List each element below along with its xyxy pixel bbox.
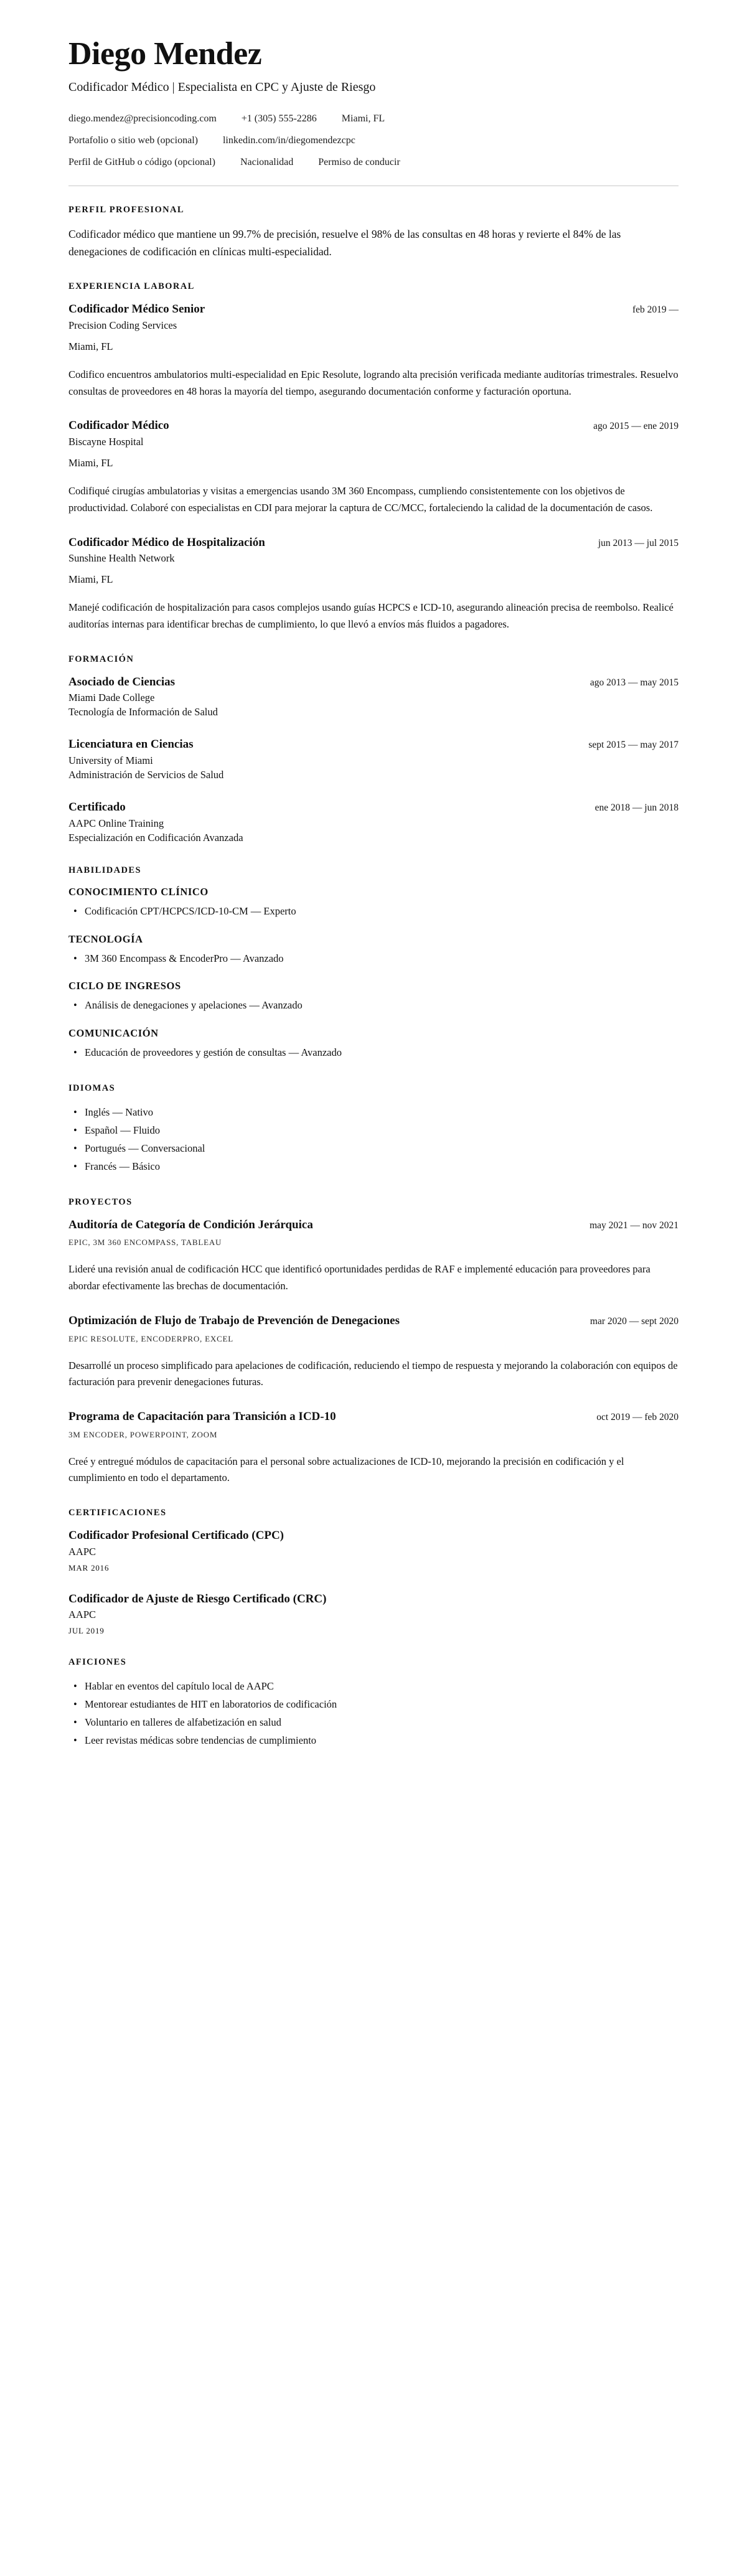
education-dates: ago 2013 — may 2015 (590, 677, 679, 688)
section-experience (68, 281, 679, 632)
section-title-certifications: CERTIFICACIONES (68, 1508, 167, 1518)
certification-issuer: AAPC (68, 1609, 96, 1621)
project-entry (68, 1409, 679, 1487)
hobby-item: • Leer revistas médicas sobre tendencias de cumplimiento (85, 1732, 679, 1750)
project-dates: may 2021 — nov 2021 (590, 1220, 679, 1231)
education-dates: ene 2018 — jun 2018 (594, 802, 679, 814)
section-languages (68, 1083, 679, 1176)
nationality-placeholder-text: Nacionalidad (240, 156, 294, 167)
section-certifications (68, 1508, 679, 1636)
project-entry-head (68, 1314, 679, 1329)
skill-list (68, 950, 679, 968)
experience-organization: Sunshine Health Network (68, 552, 175, 565)
experience-location: Miami, FL (68, 340, 113, 352)
page-title: Diego Mendez (68, 36, 262, 72)
certification-entry (68, 1592, 679, 1637)
resume-header (68, 37, 679, 168)
skill-group (68, 886, 679, 921)
experience-description: Codifiqué cirugías ambulatorias y visitas a emergencias usando 3M 360 Encompass, cumpliendo consistentemente con los objetivos de productividad. Colaboré con especialistas en CDI para mejorar la captura de CC/MCC, fortaleciendo la calidad de la documentación de casos. (68, 485, 653, 514)
summary-text: Codificador médico que mantiene un 99.7% de precisión, resuelve el 98% de las consultas en 48 horas y revierte el 84% de las denegaciones de codificación en clínicas multi-especialidad. (68, 227, 621, 258)
language-list (68, 1104, 679, 1176)
experience-organization: Biscayne Hospital (68, 436, 144, 448)
skill-item: • Análisis de denegaciones y apelaciones — Avanzado (85, 997, 679, 1015)
experience-description: Manejé codificación de hospitalización para casos complejos usando guías HCPCS e ICD-10, asegurando alineación precisa de reembolso. Realicé auditorías internas para identificar brechas de cumplimiento, lo que llevó a envíos más fluidos a pagadores. (68, 601, 674, 630)
education-entry-head (68, 737, 679, 753)
education-entry (68, 737, 679, 781)
education-field: Especialización en Codificación Avanzada (68, 831, 243, 844)
hobby-item: • Hablar en eventos del capítulo local de AAPC (85, 1678, 679, 1696)
section-title-summary: PERFIL PROFESIONAL (68, 204, 184, 215)
skill-category: COMUNICACIÓN (68, 1027, 159, 1040)
skill-item: • Codificación CPT/HCPCS/ICD-10-CM — Experto (85, 903, 679, 921)
contact-row-2 (68, 135, 679, 146)
education-entry (68, 800, 679, 844)
professional-headline: Codificador Médico | Especialista en CPC y Ajuste de Riesgo (68, 80, 376, 94)
project-description: Desarrollé un proceso simplificado para apelaciones de codificación, reduciendo el tiempo de respuesta y mejorando la colaboración con equipos de facturación para prevenir denegaciones futuras. (68, 1359, 678, 1388)
certification-date: JUL 2019 (68, 1626, 105, 1636)
experience-entry-head (68, 535, 679, 551)
experience-entry (68, 418, 679, 516)
experience-organization: Precision Coding Services (68, 319, 177, 331)
skill-list (68, 1044, 679, 1062)
project-name: Programa de Capacitación para Transición a ICD-10 (68, 1409, 336, 1423)
experience-role: Codificador Médico (68, 419, 169, 433)
experience-role: Codificador Médico Senior (68, 303, 205, 316)
experience-location: Miami, FL (68, 457, 113, 469)
experience-dates: jun 2013 — jul 2015 (598, 537, 679, 548)
education-entry-head (68, 675, 679, 690)
education-field: Tecnología de Información de Salud (68, 706, 218, 718)
github-placeholder-text: Perfil de GitHub o código (opcional) (68, 156, 215, 167)
education-dates: sept 2015 — may 2017 (588, 740, 679, 751)
skill-category: CONOCIMIENTO CLÍNICO (68, 885, 209, 898)
skill-list (68, 997, 679, 1015)
project-entry-head (68, 1409, 679, 1425)
education-degree: Licenciatura en Ciencias (68, 738, 194, 751)
certification-date: MAR 2016 (68, 1563, 110, 1572)
project-tools: EPIC, 3M 360 ENCOMPASS, TABLEAU (68, 1238, 222, 1248)
project-tools: 3M ENCODER, POWERPOINT, ZOOM (68, 1429, 218, 1439)
language-item: • Español — Fluido (85, 1122, 679, 1140)
skill-list (68, 903, 679, 921)
education-school: University of Miami (68, 754, 153, 767)
language-item: • Francés — Básico (85, 1158, 679, 1176)
experience-entry-head (68, 302, 679, 317)
experience-entry (68, 535, 679, 633)
email-text: diego.mendez@precisioncoding.com (68, 113, 217, 124)
section-projects (68, 1197, 679, 1487)
education-degree: Certificado (68, 801, 126, 814)
language-item: • Portugués — Conversacional (85, 1140, 679, 1158)
language-item: • Inglés — Nativo (85, 1104, 679, 1122)
skill-item: • 3M 360 Encompass & EncoderPro — Avanzado (85, 950, 679, 968)
phone-text: +1 (305) 555-2286 (241, 113, 317, 124)
skill-item: • Educación de proveedores y gestión de consultas — Avanzado (85, 1044, 679, 1062)
education-entry (68, 675, 679, 719)
education-school: Miami Dade College (68, 692, 155, 704)
education-school: AAPC Online Training (68, 817, 164, 829)
project-dates: mar 2020 — sept 2020 (590, 1315, 679, 1327)
portfolio-placeholder-text: Portafolio o sitio web (opcional) (68, 134, 198, 146)
section-title-experience: EXPERIENCIA LABORAL (68, 281, 195, 292)
certification-issuer: AAPC (68, 1545, 96, 1558)
project-entry (68, 1218, 679, 1295)
skill-category: CICLO DE INGRESOS (68, 980, 181, 992)
skill-group (68, 933, 679, 968)
skill-category: TECNOLOGÍA (68, 933, 143, 945)
project-description: Lideré una revisión anual de codificación HCC que identificó oportunidades perdidas de RAF e implementé educación para proveedores para abordar efectivamente las brechas de documentación. (68, 1263, 651, 1292)
certification-entry (68, 1528, 679, 1573)
skill-group (68, 1027, 679, 1062)
section-title-hobbies: AFICIONES (68, 1657, 127, 1668)
section-skills (68, 865, 679, 1063)
experience-description: Codifico encuentros ambulatorios multi-especialidad en Epic Resolute, logrando alta precisión verificada mediante auditorías trimestrales. Resuelvo consultas de proveedores en 48 horas la mayoría del tiempo, asegurando documentación conforme y facturación oportuna. (68, 368, 679, 397)
experience-dates: ago 2015 — ene 2019 (593, 421, 679, 432)
section-title-education: FORMACIÓN (68, 654, 134, 664)
certification-name: Codificador Profesional Certificado (CPC) (68, 1529, 284, 1543)
experience-entry (68, 302, 679, 400)
hobby-item: • Voluntario en talleres de alfabetización en salud (85, 1714, 679, 1732)
project-entry (68, 1314, 679, 1391)
section-title-languages: IDIOMAS (68, 1083, 116, 1094)
education-entry-head (68, 800, 679, 816)
section-title-skills: HABILIDADES (68, 865, 141, 875)
education-degree: Asociado de Ciencias (68, 675, 175, 689)
project-description: Creé y entregué módulos de capacitación para el personal sobre actualizaciones de ICD-10, mejorando la precisión en codificación y el cumplimiento en todo el departamento. (68, 1455, 624, 1484)
education-field: Administración de Servicios de Salud (68, 769, 224, 781)
experience-dates: feb 2019 — (632, 304, 679, 316)
hobby-list (68, 1678, 679, 1750)
driving-licence-placeholder-text: Permiso de conducir (318, 156, 400, 167)
section-hobbies (68, 1657, 679, 1750)
project-name: Optimización de Flujo de Trabajo de Prevención de Denegaciones (68, 1314, 400, 1327)
experience-role: Codificador Médico de Hospitalización (68, 535, 265, 549)
certification-name: Codificador de Ajuste de Riesgo Certificado (CRC) (68, 1592, 327, 1605)
linkedin-text: linkedin.com/in/diegomendezcpc (222, 134, 355, 146)
experience-location: Miami, FL (68, 573, 113, 586)
section-summary (68, 205, 679, 261)
location-text: Miami, FL (341, 113, 385, 124)
project-dates: oct 2019 — feb 2020 (596, 1411, 679, 1422)
skill-group (68, 980, 679, 1015)
project-name: Auditoría de Categoría de Condición Jerárquica (68, 1218, 313, 1231)
project-tools: EPIC RESOLUTE, ENCODERPRO, EXCEL (68, 1333, 234, 1343)
section-education (68, 654, 679, 844)
contact-row-1 (68, 113, 679, 125)
section-title-projects: PROYECTOS (68, 1196, 133, 1207)
experience-entry-head (68, 418, 679, 434)
project-entry-head (68, 1218, 679, 1233)
contact-row-3 (68, 157, 679, 168)
hobby-item: • Mentorear estudiantes de HIT en laboratorios de codificación (85, 1696, 679, 1714)
